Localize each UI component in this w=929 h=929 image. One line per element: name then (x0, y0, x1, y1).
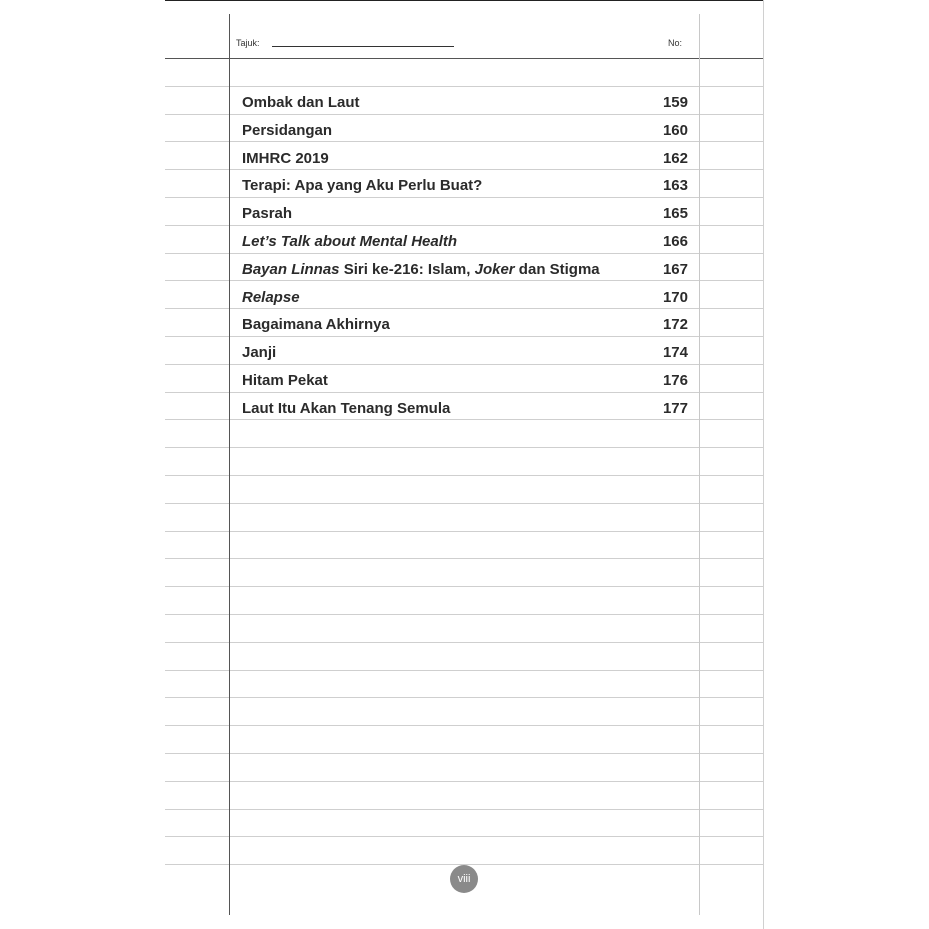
page-number-badge: viii (450, 865, 478, 893)
toc-entry-page: 165 (662, 205, 688, 223)
toc-entry-title-italic: Bayan Linnas (242, 260, 340, 278)
toc-entry-title: Laut Itu Akan Tenang Semula (242, 399, 451, 417)
toc-entry-page: 162 (662, 149, 688, 167)
ruled-line (165, 586, 763, 587)
toc-entry-title: Terapi: Apa yang Aku Perlu Buat? (242, 177, 483, 195)
toc-entry-title (242, 228, 457, 256)
toc-entry-title: Persidangan (242, 121, 333, 139)
toc-entry-page: 176 (662, 371, 688, 389)
ruled-line (165, 558, 763, 559)
ruled-line (165, 670, 763, 671)
ruled-line (165, 725, 763, 726)
ruled-line (165, 753, 763, 754)
toc-entry (242, 145, 690, 173)
ruled-line (165, 614, 763, 615)
toc-entry-title: Ombak dan Laut (242, 94, 360, 111)
toc-entry (242, 395, 690, 423)
right-margin-line (699, 14, 700, 915)
page-right-edge (763, 0, 764, 929)
toc-entry (242, 89, 690, 117)
toc-entry-title-italic: Let’s Talk about Mental Health (242, 232, 458, 250)
toc-entry (242, 200, 690, 228)
toc-entry (242, 256, 690, 284)
toc-entry-page: 159 (662, 94, 688, 111)
toc-entry (242, 228, 690, 256)
ruled-line (165, 475, 763, 476)
ruled-line (165, 86, 763, 87)
toc-entry-title: IMHRC 2019 (242, 149, 329, 167)
page-top-edge (165, 0, 763, 1)
toc-entry (242, 339, 690, 367)
toc-entry (242, 367, 690, 395)
toc-entry-title: Pasrah (242, 205, 293, 223)
toc-entry-title-italic: Relapse (242, 288, 300, 306)
toc-entry-page: 172 (662, 316, 688, 334)
toc-entry-page: 177 (662, 399, 688, 417)
toc-entry-title (242, 256, 600, 284)
toc-entry-page: 167 (662, 260, 688, 278)
ruled-line (165, 503, 763, 504)
toc-entry-title-italic: Joker (474, 260, 515, 278)
tajuk-blank-line (272, 46, 454, 47)
header-rule (165, 58, 763, 59)
toc-entry-page: 163 (662, 177, 688, 195)
toc-entry-page: 174 (662, 344, 688, 362)
toc-entry (242, 172, 690, 200)
toc-entry-title: Bagaimana Akhirnya (242, 316, 390, 334)
ruled-line (165, 836, 763, 837)
left-margin-line (229, 14, 230, 915)
toc-entry-title: Janji (242, 344, 277, 362)
toc-entry-page: 170 (662, 288, 688, 306)
toc-entry-page: 160 (662, 121, 688, 139)
ruled-line (165, 642, 763, 643)
ruled-line (165, 781, 763, 782)
tajuk-label: Tajuk: (236, 38, 260, 48)
toc-entry (242, 117, 690, 145)
ruled-line (165, 447, 763, 448)
toc-entry-title: Hitam Pekat (242, 371, 328, 389)
ruled-line (165, 809, 763, 810)
toc-entry-title-text: dan Stigma (514, 260, 600, 278)
ruled-line (165, 531, 763, 532)
toc-entry-page: 166 (662, 232, 688, 250)
ruled-line (165, 697, 763, 698)
toc-entry-title (242, 284, 300, 312)
no-label: No: (668, 38, 683, 48)
toc-entry (242, 311, 690, 339)
toc-entry (242, 284, 690, 312)
toc-entry-title-text: Siri ke-216: Islam, (339, 260, 475, 278)
table-of-contents (242, 89, 690, 423)
